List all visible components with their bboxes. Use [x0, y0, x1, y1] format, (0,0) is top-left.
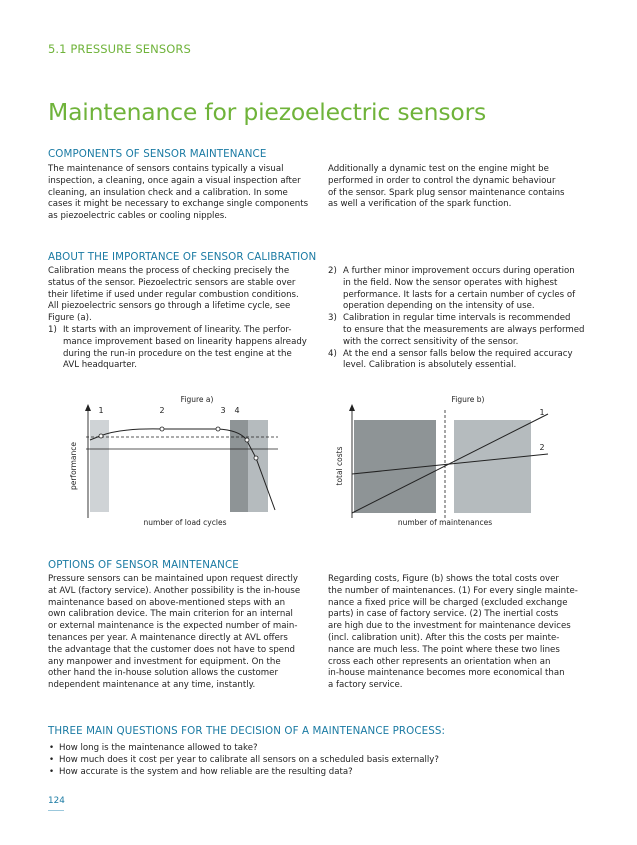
text-line: nance are much less. The point where these two lines — [328, 644, 560, 655]
text-line: mance improvement based on linearity happens already — [63, 336, 307, 347]
curve-point-3 — [216, 427, 220, 431]
bullet-icon: • — [49, 767, 55, 778]
text-line: It starts with an improvement of linearity. The perfor- — [63, 324, 292, 335]
section-label: 5.1 PRESSURE SENSORS — [48, 42, 191, 56]
questions-list — [48, 742, 608, 779]
text-line: Calibration in regular time intervals is recommended — [343, 313, 571, 324]
list-item — [328, 266, 600, 313]
list-item — [48, 766, 608, 778]
text-line: tenances per year. A maintenance directly at AVL offers — [48, 632, 288, 643]
page-title: Maintenance for piezoelectric sensors — [48, 98, 487, 126]
question-text: How much does it cost per year to calibrate all sensors on a scheduled basis externally? — [59, 755, 439, 766]
components-heading: COMPONENTS OF SENSOR MAINTENANCE — [48, 148, 267, 160]
calibration-steps-right — [328, 266, 600, 372]
y-axis-label: performance — [69, 441, 78, 491]
text-line: cases it might be necessary to exchange single components — [48, 199, 309, 210]
curve-point-4 — [245, 438, 249, 442]
calibration-steps-left — [48, 325, 320, 372]
text-line: The maintenance of sensors contains typically a visual — [48, 164, 284, 174]
list-item — [48, 325, 320, 372]
y-axis-label: total costs — [335, 446, 344, 486]
text-line: to ensure that the measurements are always performed — [343, 324, 585, 335]
list-number: 2) — [328, 266, 337, 276]
text-line: Regarding costs, Figure (b) shows the total costs over — [328, 574, 559, 584]
text-line: with the correct sensitivity of the sensor. — [343, 336, 519, 347]
list-item — [48, 742, 608, 754]
in-house-zone — [454, 420, 531, 513]
options-right-text — [328, 574, 600, 692]
phase-label-2: 2 — [159, 406, 165, 415]
text-line: or external maintenance is the expected number of main- — [48, 621, 298, 632]
list-number: 1) — [48, 324, 57, 335]
text-line: maintenance based on above-mentioned steps with an — [48, 597, 286, 608]
text-line: a factory service. — [328, 680, 403, 691]
text-line: as piezoelectric cables or cooling nipples. — [48, 211, 227, 222]
options-left-text — [48, 574, 320, 692]
text-line: in-house maintenance becomes more economical than — [328, 668, 565, 679]
curve-point-2 — [160, 427, 164, 431]
text-line: A further minor improvement occurs during operation — [343, 266, 575, 276]
line-label-2: 2 — [539, 443, 545, 452]
text-line: (incl. calibration unit). After this the costs per mainte- — [328, 632, 560, 643]
question-text: How accurate is the system and how reliable are the resulting data? — [59, 767, 353, 778]
list-item — [328, 313, 600, 348]
text-line: Additionally a dynamic test on the engine might be — [328, 164, 549, 174]
text-line: the advantage that the customer does not have to spend — [48, 644, 295, 655]
curve-point-5 — [254, 456, 258, 460]
calibration-left-text — [48, 266, 320, 372]
text-line: in the field. Now the sensor operates with highest — [343, 277, 558, 288]
text-line: any manpower and investment for equipment. On the — [48, 656, 281, 667]
text-line: during the run-in procedure on the test engine at the — [63, 348, 292, 359]
text-line: other hand the in-house solution allows the customer — [48, 668, 278, 679]
question-text: How long is the maintenance allowed to take? — [59, 743, 258, 753]
text-line: cleaning, an insulation check and a calibration. In some — [48, 187, 288, 198]
text-line: own calibration device. The main criterion for an internal — [48, 609, 293, 620]
list-number: 4) — [328, 348, 337, 359]
bullet-icon: • — [49, 755, 55, 766]
page-number-rule — [48, 810, 64, 811]
questions-heading: THREE MAIN QUESTIONS FOR THE DECISION OF A MAINTENANCE PROCESS: — [48, 725, 446, 737]
text-line: at AVL (factory service). Another possibility is the in-house — [48, 585, 301, 596]
text-line: Pressure sensors can be maintained upon request directly — [48, 574, 298, 584]
curve-point-1 — [99, 434, 103, 438]
list-item — [328, 349, 600, 373]
text-line: their lifetime if used under regular combustion conditions. — [48, 289, 299, 300]
text-line: nance a fixed price will be charged (excluded exchange — [328, 597, 568, 608]
text-line: Figure (a). — [48, 313, 92, 324]
text-line: performed in order to control the dynamic behaviour — [328, 175, 556, 186]
text-line: the number of maintenances. (1) For every single mainte- — [328, 585, 578, 596]
text-line: parts) in case of factory service. (2) The inertial costs — [328, 609, 559, 620]
text-line: All piezoelectric sensors go through a lifetime cycle, see — [48, 301, 291, 312]
text-line: Calibration means the process of checking precisely the — [48, 266, 290, 276]
figure-a-title: Figure a) — [180, 395, 214, 404]
phase-band-4 — [248, 420, 268, 512]
text-line: At the end a sensor falls below the required accuracy — [343, 348, 573, 359]
components-right-text — [328, 164, 598, 211]
figure-b-title: Figure b) — [451, 395, 485, 404]
y-axis-arrow — [349, 404, 355, 411]
text-line: operation depending on the intensity of use. — [343, 301, 535, 312]
list-number: 3) — [328, 313, 337, 324]
text-line: inspection, a cleaning, once again a visual inspection after — [48, 175, 301, 186]
phase-label-4: 4 — [234, 406, 240, 415]
text-line: AVL headquarter. — [63, 360, 138, 371]
phase-label-1: 1 — [98, 406, 104, 415]
text-line: ndependent maintenance at any time, instantly. — [48, 680, 256, 691]
text-line: performance. It lasts for a certain number of cycles of — [343, 289, 576, 300]
calibration-right-text — [328, 266, 600, 372]
list-item — [48, 754, 608, 766]
x-axis-label: number of load cycles — [143, 518, 227, 527]
text-line: are high due to the investment for maintenance devices — [328, 621, 571, 632]
page-number: 124 — [48, 796, 65, 806]
line-label-1: 1 — [539, 408, 545, 417]
text-line: cross each other represents an orientation when an — [328, 656, 551, 667]
components-left-text — [48, 164, 318, 223]
text-line: status of the sensor. Piezoelectric sensors are stable over — [48, 277, 296, 288]
x-axis-label: number of maintenances — [397, 518, 493, 527]
figure-b — [332, 390, 572, 530]
phase-label-3: 3 — [220, 406, 226, 415]
text-line: level. Calibration is absolutely essential. — [343, 360, 517, 371]
text-line: of the sensor. Spark plug sensor maintenance contains — [328, 187, 565, 198]
bullet-icon: • — [49, 743, 55, 753]
calibration-heading: ABOUT THE IMPORTANCE OF SENSOR CALIBRATION — [48, 251, 317, 263]
y-axis-arrow — [85, 404, 91, 411]
text-line: as well a verification of the spark function. — [328, 199, 512, 210]
figure-a — [60, 390, 290, 530]
options-heading: OPTIONS OF SENSOR MAINTENANCE — [48, 559, 239, 571]
